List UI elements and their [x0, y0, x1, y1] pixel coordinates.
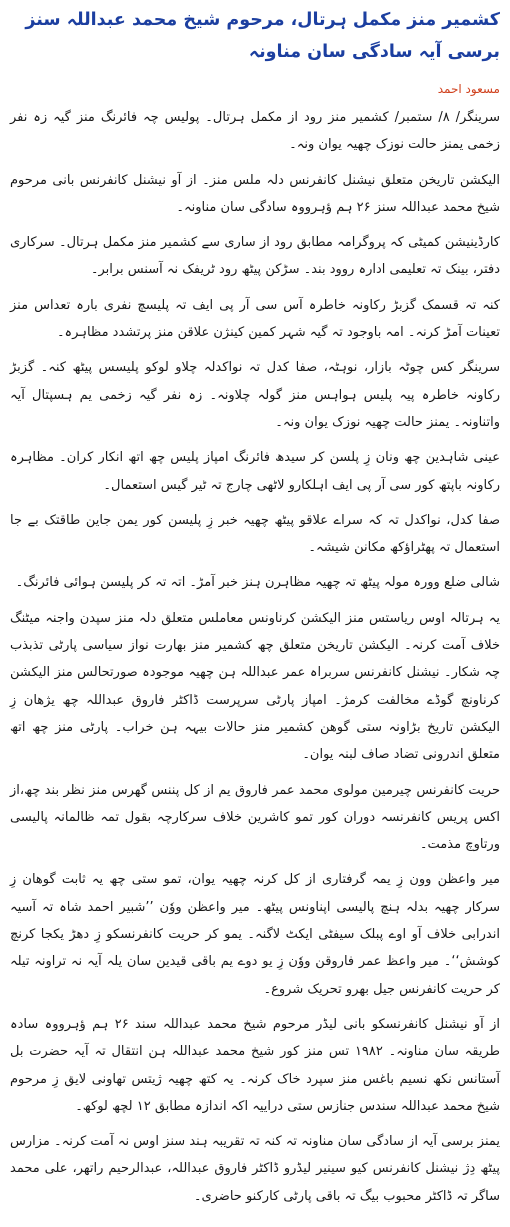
paragraph-1: سرینگر/ ۸/ ستمبر/ کشمیر منز رود از مکمل ہرتال۔ پولیس چہ فائرنگ منز گیہ زہ نفر زخمی یمنز حالت نوزک چھیہ یوان ونہ۔	[10, 110, 500, 153]
headline-line-1: کشمیر منز مکمل ہرتال، مرحوم شیخ محمد عبداللہ سنز	[25, 10, 500, 30]
paragraph-12: از آو نیشنل کانفرنسکو بانی لیڈر مرحوم شیخ محمد عبداللہ سند ۲۶ ہم ؤہرووہ سادہ طریقہ سان مناونہ۔ ۱۹۸۲ تس منز کور شیخ محمد عبداللہ ہن انتقال تہ آیہ حضرت بل آستانس نکھ نسیم باغس منز سپرد خاک کرنہ۔ یہ کتھ چھیہ ژیتس تھاونی لایق زِ مرحوم شیخ محمد عبداللہ سندس جنازس ستی دراییہ اکہ اندازہ مطابق ۱۲ لچھ لوکھ۔	[10, 1016, 501, 1114]
author-byline: مسعود احمد	[437, 82, 500, 96]
paragraph-8: شالی ضلع وورہ مولہ پیٹھ تہ چھیہ مظاہرن ہنز خبر آمڑ۔ اتہ تہ کر پلیسن ہوائی فائرنگ۔	[15, 575, 500, 591]
paragraph-9: یہ ہرتالہ اوس ریاستس منز الیکشن کرناونس معاملس متعلق دلہ منز سپدن واجنہ میٹنگ خلاف آمت کرنہ۔ الیکشن تاریخن متعلق چھ کشمیر منز بھارت نواز سیاسی پارٹی تذبذب چہ شکار۔ نیشنل کانفرنس سربراہ عمر عبداللہ ہن چھیہ موجودہ صورتحالس منز الیکشن کرناونچ گوڈے مخالفت کرمژ۔ امپاز پارٹی سرپرست ڈاکٹر فاروق عبداللہ چھ یژھان زِ الیکشن تاریخ بڑاونہ ستی گوھن کشمیر منز حالات بیہہ ہن خراب۔ پارٹی منز چھ اتھ متعلق اندرونی تضاد صاف لبنہ یوان۔	[10, 610, 500, 763]
headline-line-2: برسی آیہ سادگی سان مناونہ	[248, 42, 500, 62]
paragraph-7: صفا کدل، نواکدل تہ کہ سراے علاقو پیٹھ چھیہ خبر زِ پلیسن کور یمن جاین طاقتک بے جا استعمال تہ پھٹراؤکھ مکانن شیشہ۔	[10, 512, 500, 556]
paragraph-10: حریت کانفرنس چیرمین مولوی محمد عمر فاروق یم از کل پننس گھرس منز نظر بند چھ،از اکس پریس کانفرنسہ دوران کور تمو کاشرین خلاف سرکارچہ بقول تمہ ظالمانہ پالیسی ورتاوچ مذمت۔	[10, 782, 500, 853]
headline	[10, 4, 500, 68]
paragraph-3: کارڈینیشن کمیٹی کہ پروگرامہ مطابق رود از ساری سے کشمیر منز مکمل ہرتال۔ سرکاری دفتر، بینک تہ تعلیمی ادارہ روود بند۔ سڑکن پیٹھ رود ٹریفک نہ آسنس برابر۔	[10, 235, 500, 278]
paragraph-13: یمنز برسی آیہ از سادگی سان مناونہ تہ کنہ تہ تقریبہ ہند سنز اوس نہ آمت کرنہ۔ مزارس پیٹھ دِژ نیشنل کانفرنس کیو سینیر لیڈرو ڈاکٹر فاروق عبداللہ، عبدالرحیم راتھر، علی محمد ساگر تہ ڈاکٹر محبوب بیگ تہ باقی پارٹی کارکنو حاضری۔	[10, 1134, 500, 1204]
paragraph-6: عینی شاہدین چھ ونان زِ پلسن کر سیدھ فائرنگ امپاز پلیس چھ اتھ انکار کران۔ مظاہرہ رکاونہ باپتھ کور سی آر پی ایف اہلکارو لاٹھی چارج تہ ٹیر گیس استعمال۔	[10, 450, 500, 493]
paragraph-11: میر واعظن وون زِ یمہ گرفتاری از کل کرنہ چھیہ یوان، تمو ستی چھ یہ ثابت گوھان زِ سرکار چھیہ بدلہ ہنچ پالیسی اپناونس پیٹھ۔ میر واعظن ووٗن ’’شبیر احمد شاہ تہ آسیہ اندرابی خلاف آو اوے پبلک سیفٹی ایکٹ لاگنہ۔ یمو کر حریت کانفرنسکو زِ دھڑ یکجا کرنچ کوشش‘‘۔ میر واعظ عمر فاروقن ووٗن زِ یو دوے یم باقی قیدین سان یلہ آیہ نہ تراونہ تیلہ کر حریت کانفرنس جیل بھرو تحریک شروع۔	[10, 872, 500, 997]
paragraph-4: کنہ تہ قسمک گزبڑ رکاونہ خاطرہ آس سی آر پی ایف تہ پلیسچ نفری بارہ تعداس منز تعینات آمڑ کرنہ۔ امہ باوجود تہ گیہ شہر کمین کینژن علاقن منز پرتشدد مظاہرہ۔	[10, 297, 500, 341]
paragraph-5: سرینگر کس چوٹہ بازار، نوہٹہ، صفا کدل تہ نواکدلہ چلاو لوکو پلیسس پیٹھ کنہ۔ گزبڑ رکاونہ خاطرہ پیہ پلیس ہواہس منز گولہ چلاونہ۔ زہ نفر گیہ زخمی یم ہسپتال آیہ واتناونہ۔ یمنز حالت چھیہ نوزک یوان ونہ۔	[10, 360, 500, 430]
paragraph-2: الیکشن تاریخن متعلق نیشنل کانفرنس دلہ ملس منز۔ از آو نیشنل کانفرنس بانی مرحوم شیخ محمد عبداللہ سنز ۲۶ ہم ؤہرووہ سادگی سان مناونہ۔	[10, 172, 500, 215]
